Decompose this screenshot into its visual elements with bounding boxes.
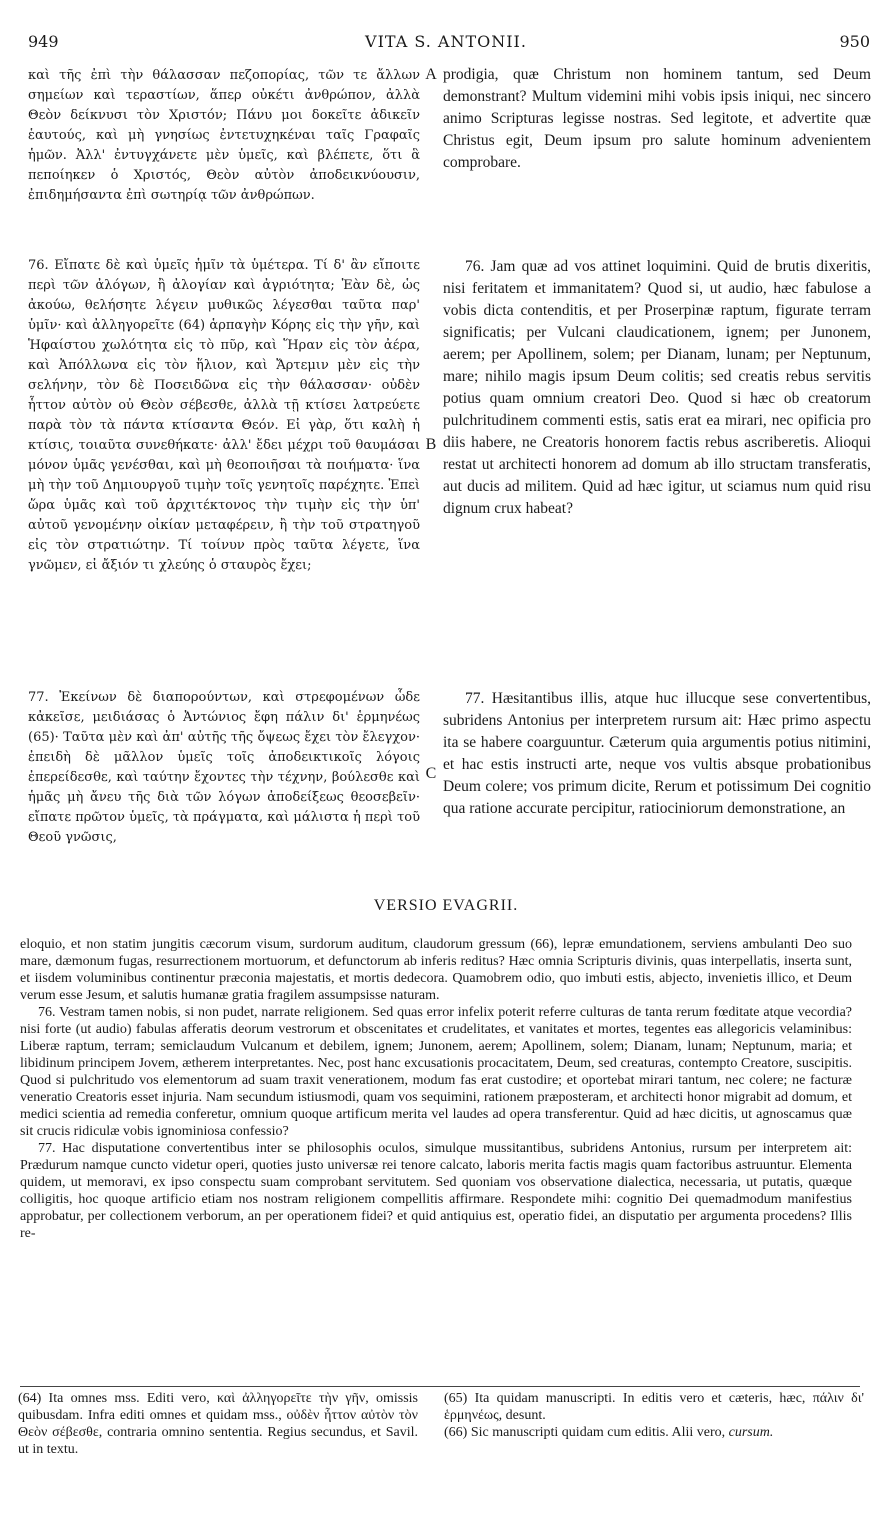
margin-marker-a: A [425,66,437,83]
running-title: VITA S. ANTONII. [365,32,527,51]
margin-marker-c: C [425,765,437,782]
latin-column-block-2 [443,256,871,520]
margin-marker-b: B [425,436,437,453]
footnotes-right [444,1390,864,1441]
footnote-66-italic: cursum. [728,1425,774,1440]
greek-paragraph: καὶ τῆς ἐπὶ τὴν θάλασσαν πεζοπορίας, τῶν τε ἄλλων σημείων καὶ τεραστίων, ἅπερ οὐκέτι ἀνθρώπον, ἀλλὰ Θεὸν δείκνυσι τὸν Χριστόν; Πάνυ μοι δοκεῖτε ἀδικεῖν ἑαυτούς, καὶ μὴ γνησίως ἐντετυχηκέναι ταῖς Γραφαῖς ἡμῶν. Ἀλλ' ἐντυγχάνετε μὲν ὑμεῖς, καὶ βλέπετε, ὅτι ἃ πεποίηκεν ὁ Χριστός, Θεὸν αὐτὸν ἀποδεικνύουσιν, ἐπιδημήσαντα ἐπὶ σωτηρίᾳ τῶν ἀνθρώπων. [28,68,420,203]
latin-paragraph: 77. Hæsitantibus illis, atque huc illucque sese convertentibus, subridens Antonius per interpretem rursum ait: Hæc primo aspectu ita se habere coarguuntur. Cæterum quia argumentis potius nitimini, et hac estis instructi arte, neque vos vultis absque probationibus Deum colere; vos primum dicite, Rerum et potissimum Dei cognitio qua ratione accurate percipitur, ratiociniorum demonstratione, an [443,690,871,817]
section-title: VERSIO EVAGRII. [373,897,519,914]
footnote-divider [20,1386,860,1387]
footnotes-left [18,1390,418,1458]
latin-paragraph: 76. Jam quæ ad vos attinet loquimini. Quid de brutis dixeritis, nisi feritatem et immanitatem? Quod si, ut audio, hæc fabulose a vobis dicta contenditis, et per Proserpinæ raptum, figurate terram significatis; per Vulcani claudicationem, ignem; per Junonem, aerem; per Apollinem, solem; per Dianam, lunam; per Neptunum, mare; nihilo magis ipsum Deum colitis; sed creatis rebus servitis potius quam omnium creatori Deo. Quod si hæc ob creatorum pulchritudinem commenti estis, satis erat ea mirari, nec opificia pro diis habere, ne Creatoris honorem factis rebus ascriberetis. Alioqui restat ut architecti honorem ad domum ab illo structam transferatis, aut ducis ad militem. Quid ad hæc igitur, ut sciamus num quid risu dignum crux habeat? [443,258,871,517]
greek-column-block-3 [28,688,420,848]
greek-column-block-2 [28,256,420,576]
latin-paragraph: prodigia, quæ Christum non hominem tantum, sed Deum demonstrant? Multum videmini mihi vobis ipsis iniqui, nec sincero animo Scripturas legisse nostras. Sed legitote, et advertite quæ Christus egit, Deum ipsum pro salute hominum advenientem comprobare. [443,66,871,171]
evagrius-paragraph: eloquio, et non statim jungitis cæcorum visum, surdorum auditum, claudorum gressum (66), lepræ emundationem, serviens ambulanti Deo suo mare, dæmonum fugas, resurrectionem mortuorum, et defunctorum ab inferis reditus? Hæc omnia Scripturis divinis, quas interpellatis, inserta sunt, et iisdem voluminibus continentur præconia majestatis, et mortis dedecora. Quamobrem odio, quo imbuti estis, abjecto, invenietis illico, et Deum verum esse Jesum, et salutis humanæ gratia fragilem assumpsisse naturam. [20,937,852,1003]
latin-column-block-3 [443,688,871,820]
evagrius-paragraph: 76. Vestram tamen nobis, si non pudet, narrate religionem. Sed quas error infelix poterit referre culturas de tanta rerum fœditate atque vecordia? nisi forte (ut audio) fabulas afferatis deorum vestrorum et obscenitates et crudelitates, et vanitates et mortes, tegentes eas allegoricis velaminibus: Liberæ raptum, terram; semiclaudum Vulcanum et debilem, ignem; Junonem, aerem; Apollinem, solem; Dianam, lunam; Neptunum, maria; et libidinum principem Jovem, ætherem interpretantes. Nec, post hanc excusationis procacitatem, Deum, sed creaturas, contempto Creatore, suscipitis. Quod si pulchritudo vos elementorum ad suam traxit venerationem, modum fas erat custodire; et oportebat mirari tantum, nec colere; ne facturæ veneratio Creatoris esset injuria. Nam secundum istiusmodi, quam vos sequimini, rationem præposteram, et architecti honor migrabit ad domum, et medici scientia ad remedia conferetur, omnium quoque artificum merita vel laudes ad opera transferentur. Quid ad hæc dicitis, ut agnoscamus quæ sit crucis ridiculæ vobis ignominiosa confessio? [20,1005,852,1139]
evagrius-paragraph: 77. Hac disputatione convertentibus inter se philosophis oculos, simulque mussitantibus, subridens Antonius, rursum per interpretem ait: Prædurum namque cuncto videtur operi, quoties justo universæ rei tenore calcato, laboris merita factis magis quam factoribus astruuntur. Elementa quidem, ut memoravi, ex ipso conspectu suam comprobant servitutem. Sed quoniam vos observatione dialectica, necessaria, ut putatis, quæque colligitis, hoc quoque artificio etiam nos nostram religionem compellitis affirmare. Respondete mihi: cognitio Dei quemadmodum manifestius approbatur, per collectionem verborum, an per operationem fidei? et quid antiquius est, operatio fidei, an disputatio per argumenta procedens? Illis re- [20,1141,852,1241]
greek-paragraph: 77. Ἐκείνων δὲ διαπορούντων, καὶ στρεφομένων ὧδε κἀκεῖσε, μειδιάσας ὁ Ἀντώνιος ἔφη πάλιν δι' ἑρμηνέως (65)· Ταῦτα μὲν καὶ ἀπ' αὐτῆς τῆς ὄψεως ἔχει τὸν ἔλεγχον· ἐπειδὴ δὲ μᾶλλον ὑμεῖς τοῖς ἀποδεικτικοῖς λόγοις ἐπερείδεσθε, καὶ ταύτην ἔχοντες τὴν τέχνην, βούλεσθε καὶ ἡμᾶς μὴ ἄνευ τῆς διὰ τῶν λόγων ἀποδείξεως θεοσεβεῖν· εἴπατε πρῶτον ὑμεῖς, τὰ πράγματα, καὶ μάλιστα ἡ περὶ τοῦ Θεοῦ γνῶσις, [28,690,420,845]
page-number-right: 950 [839,32,870,51]
footnote-66-text: (66) Sic manuscripti quidam cum editis. Alii vero, [444,1425,726,1440]
footnote-64: (64) Ita omnes mss. Editi vero, καὶ ἀλληγορεῖτε τὴν γῆν, omissis quibusdam. Infra editi omnes et quidam mss., οὐδὲν ἧττον αὐτὸν τὸν Θεὸν σέβεσθε, contraria omnino sententia. Regius secundus, et Savil. ut in textu. [18,1391,418,1457]
greek-paragraph: 76. Εἴπατε δὲ καὶ ὑμεῖς ἡμῖν τὰ ὑμέτερα. Τί δ' ἂν εἴποιτε περὶ τῶν ἀλόγων, ἢ ἀλογίαν καὶ ἀγριότητα; Ἐὰν δὲ, ὡς ἀκούω, θελήσητε λέγειν μυθικῶς λέγεσθαι ταῦτα παρ' ὑμῖν· καὶ ἀλληγορεῖτε (64) ἁρπαγὴν Κόρης εἰς τὴν γῆν, καὶ Ἡφαίστου χωλότητα εἰς τὸ πῦρ, καὶ Ἥραν εἰς τὸν ἀέρα, καὶ Ἀπόλλωνα εἰς τὸν ἥλιον, καὶ Ἄρτεμιν μὲν εἰς τὴν σελήνην, τὸν δὲ Ποσειδῶνα εἰς τὴν θάλασσαν· οὐδὲν ἧττον αὐτὸν οὐ Θεὸν σέβεσθε, ἀλλὰ τῇ κτίσει λατρεύετε παρὰ τὸν τὰ πάντα κτίσαντα Θεόν. Εἰ γὰρ, ὅτι καλὴ ἡ κτίσις, τοιαῦτα συνεθήκατε· ἀλλ' ἔδει μέχρι τοῦ θαυμάσαι μόνον ὑμᾶς γενέσθαι, καὶ μὴ θεοποιῆσαι τὰ ποιήματα· ἵνα μὴ τὴν τοῦ Δημιουργοῦ τιμὴν τοῖς γενητοῖς παρέχητε. Ἐπεὶ ὥρα ὑμᾶς καὶ τοῦ ἀρχιτέκτονος τὴν τιμὴν εἰς τὴν ὑπ' αὐτοῦ γενομένην οἰκίαν μεταφέρειν, ἢ τὴν τοῦ στρατηγοῦ εἰς τὸν στρατιώτην. Τί τοίνυν πρὸς ταῦτα λέγετε, ἵνα γνῶμεν, εἰ ἄξιόν τι χλεύης ὁ σταυρὸς ἔχει; [28,258,420,573]
evagrius-version [20,936,852,1242]
footnote-66 [444,1424,864,1441]
footnote-65: (65) Ita quidam manuscripti. In editis vero et cæteris, hæc, πάλιν δι' ἑρμηνέως, desunt. [444,1391,864,1423]
latin-column-block-1 [443,64,871,174]
page-number-left: 949 [28,32,59,51]
page-header [0,32,892,56]
greek-column-block-1 [28,66,420,206]
